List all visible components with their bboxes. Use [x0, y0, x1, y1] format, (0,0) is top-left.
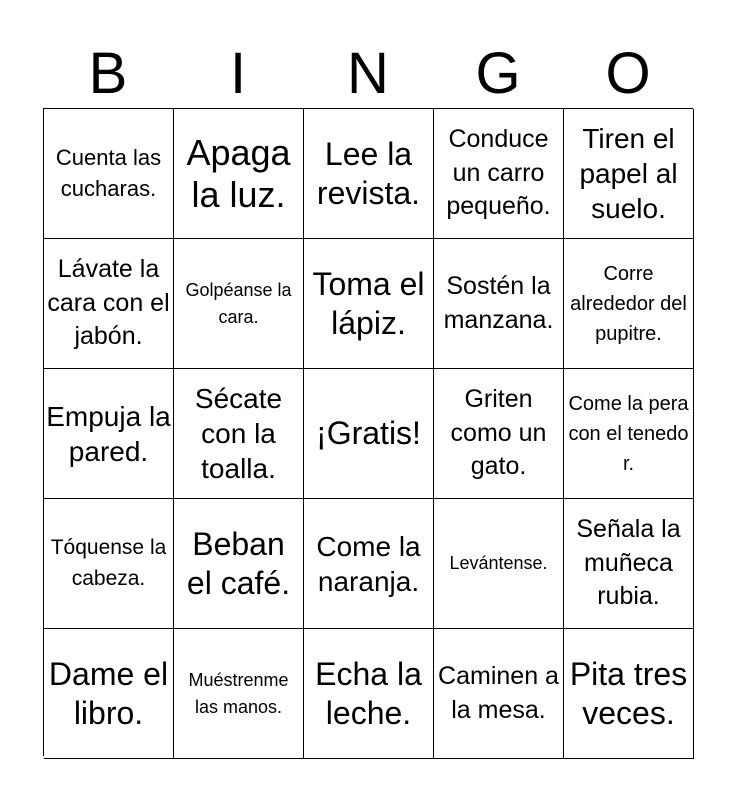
- bingo-cell[interactable]: [174, 369, 304, 499]
- cell-text: ¡Gratis!: [316, 415, 421, 452]
- header-letter-g: G: [475, 41, 521, 106]
- cell-text: Lávate la cara con el jabón.: [47, 254, 170, 351]
- free-space-cell[interactable]: [304, 369, 434, 499]
- cell-text: Toma el lápiz.: [312, 266, 425, 341]
- header-letter-n: N: [347, 41, 389, 106]
- cell-text: Corre alrededor del pupitre.: [570, 262, 687, 345]
- cell-text: Tiren el papel al suelo.: [579, 123, 678, 224]
- bingo-cell[interactable]: [304, 499, 434, 629]
- bingo-cell[interactable]: [174, 109, 304, 239]
- cell-text: Dame el libro.: [48, 656, 169, 731]
- cell-text: Griten como un gato.: [450, 384, 547, 481]
- cell-text: Apaga la luz.: [186, 131, 291, 215]
- cell-text: Pita tres veces.: [569, 656, 688, 731]
- bingo-cell[interactable]: [174, 499, 304, 629]
- cell-text: Lee la revista.: [316, 136, 421, 211]
- bingo-cell[interactable]: [44, 499, 174, 629]
- bingo-cell[interactable]: [564, 109, 694, 239]
- bingo-cell[interactable]: [304, 629, 434, 759]
- bingo-cell[interactable]: [434, 499, 564, 629]
- cell-text: Golpéanse la cara.: [185, 279, 292, 327]
- cell-text: Señala la muñeca rubia.: [576, 514, 681, 611]
- bingo-cell[interactable]: [434, 629, 564, 759]
- bingo-cell[interactable]: [564, 239, 694, 369]
- cell-text: Come la pera con el tenedo r.: [568, 392, 689, 475]
- cell-text: Beban el café.: [186, 526, 291, 601]
- cell-text: Sostén la manzana.: [443, 271, 554, 334]
- bingo-cell[interactable]: [564, 629, 694, 759]
- cell-text: Muéstrenme las manos.: [188, 669, 289, 717]
- bingo-cell[interactable]: [434, 109, 564, 239]
- cell-text: Tóquense la cabeza.: [50, 536, 167, 590]
- bingo-cell[interactable]: [44, 369, 174, 499]
- bingo-cell[interactable]: [434, 239, 564, 369]
- bingo-cell[interactable]: [564, 369, 694, 499]
- bingo-cell[interactable]: [44, 239, 174, 369]
- bingo-cell[interactable]: [434, 369, 564, 499]
- bingo-cell[interactable]: [174, 629, 304, 759]
- cell-text: Sécate con la toalla.: [194, 383, 283, 484]
- cell-text: Come la naranja.: [316, 530, 421, 597]
- cell-text: Caminen a la mesa.: [438, 661, 559, 724]
- cell-text: Conduce un carro pequeño.: [446, 124, 551, 221]
- bingo-cell[interactable]: [304, 239, 434, 369]
- header-letter-o: O: [605, 41, 651, 106]
- bingo-cell[interactable]: [44, 629, 174, 759]
- cell-text: Cuenta las cucharas.: [55, 144, 162, 201]
- header-letter-i: I: [229, 41, 247, 106]
- bingo-grid: [43, 108, 693, 756]
- cell-text: Levántense.: [449, 553, 548, 573]
- cell-text: Empuja la pared.: [46, 400, 171, 467]
- bingo-cell[interactable]: [304, 109, 434, 239]
- bingo-cell[interactable]: [44, 109, 174, 239]
- bingo-header: [43, 40, 693, 108]
- bingo-cell[interactable]: [564, 499, 694, 629]
- bingo-cell[interactable]: [174, 239, 304, 369]
- cell-text: Echa la leche.: [315, 656, 422, 731]
- header-letter-b: B: [88, 41, 128, 106]
